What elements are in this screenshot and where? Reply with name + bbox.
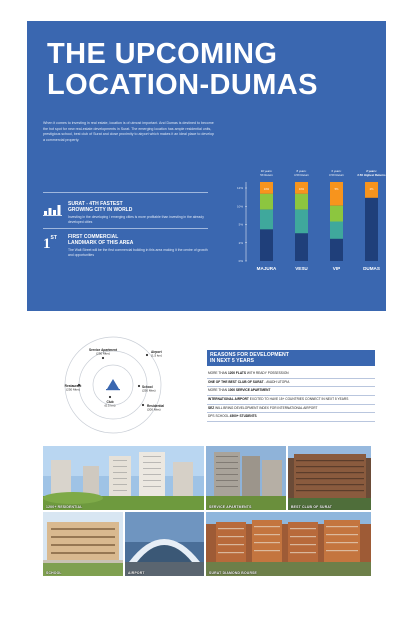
- bar-segment: [330, 239, 343, 261]
- divider: [43, 192, 208, 193]
- bar-segment: [330, 206, 343, 222]
- reason-item: MORE THAN 1200 FLATS WITH READY POSSESSION: [207, 370, 375, 379]
- divider: [43, 228, 208, 229]
- proximity-distance: (250 Mtrs): [142, 388, 156, 393]
- feature-fastest-growing: [43, 192, 208, 228]
- proximity-label: Club: [106, 400, 114, 404]
- proximity-dot: [102, 357, 104, 359]
- photo-caption: SERVICE APARTMENTS: [209, 505, 252, 509]
- proximity-diagram: [58, 334, 182, 436]
- y-tick-label: 10%: [236, 204, 243, 209]
- bar-segment: [260, 194, 273, 210]
- proximity-label: Restaurant: [64, 384, 82, 388]
- bar-segment: [330, 222, 343, 239]
- bar-segment: [260, 229, 273, 261]
- proximity-distance: (250 Mtrs): [96, 351, 110, 356]
- reason-item: SEZ WILL BRING DEVELOPMENT INDEX FOR INTERNATIONAL AIRPORT: [207, 405, 375, 414]
- segment-label: 2%: [369, 188, 374, 191]
- photo-service-apartments: [206, 446, 286, 510]
- bar-top-label: 5X Return: [260, 173, 273, 177]
- segment-label: 10%: [263, 188, 270, 191]
- proximity-label: Residential: [147, 404, 165, 408]
- photo-caption: SCHOOL: [46, 571, 62, 575]
- bar-segment: [260, 210, 273, 230]
- proximity-distance: (200 Mtrs): [147, 407, 161, 412]
- segment-label: 5%: [334, 188, 339, 191]
- reasons-heading: REASONS FOR DEVELOPMENT IN NEXT 5 YEARS: [207, 350, 375, 366]
- reason-item: INTERNATIONAL AIRPORT EXCITED TO HAVE 15+ COUNTRIES CONNECT IN NEXT 5 YEARS: [207, 396, 375, 405]
- photo-caption: SURAT DIAMOND BOURSE: [209, 571, 258, 575]
- photo-caption: AIRPORT: [128, 571, 145, 575]
- proximity-dot: [142, 404, 144, 406]
- title-line-1: THE UPCOMING: [47, 38, 278, 70]
- bar-segment: [295, 233, 308, 261]
- category-label: VIP: [332, 266, 341, 271]
- photo-gallery: [43, 446, 371, 576]
- proximity-distance: (1.5 km): [151, 353, 163, 358]
- proximity-distance: (0.5 km): [104, 403, 116, 408]
- bar-top-label: 3.5X Return: [329, 173, 344, 177]
- photo-school: [43, 512, 123, 576]
- returns-bar-chart: [222, 166, 386, 282]
- location-marker-base: [106, 389, 120, 390]
- first-rank-icon: 1ST: [43, 235, 57, 252]
- y-tick-label: 12%: [236, 186, 243, 190]
- category-label: MAJURA: [256, 266, 277, 271]
- proximity-dot: [146, 354, 148, 356]
- location-marker-icon: [107, 379, 119, 389]
- bar-top-label: 10 years:: [260, 169, 273, 173]
- proximity-dot: [138, 385, 140, 387]
- bar-segment: [295, 194, 308, 210]
- bar-top-label: 2 years:: [366, 169, 377, 173]
- photo-caption: BEST CLUB OF SURAT: [291, 505, 333, 509]
- feature-first-commercial: [43, 228, 208, 264]
- y-tick-label: 5%: [238, 222, 243, 227]
- bar-top-label: 6 years:: [331, 169, 342, 173]
- y-tick-label: 0%: [238, 259, 243, 263]
- reasons-panel: [207, 350, 375, 422]
- feature-title: FIRST COMMERCIAL LANDMARK OF THIS AREA: [68, 234, 134, 247]
- growth-bars-icon: [43, 203, 63, 221]
- y-tick-label: 2%: [238, 240, 243, 245]
- proximity-label: School: [142, 385, 153, 389]
- photo-caption: 1200+ RESIDENTIAL: [46, 505, 83, 509]
- title-line-2: LOCATION-DUMAS: [47, 69, 318, 101]
- proximity-distance: (250 Mtrs): [66, 387, 80, 392]
- intro-paragraph: When it comes to investing in real estate, location is of utmost important. And Dumas is destined to become the hot spot for new real-estate developments in Surat. The emerging location has ample residential units, prestigious school, best club of Surat and close proximity to airport which makes it an ideal place to develop a commercial property.: [43, 121, 214, 142]
- category-label: VESU: [295, 266, 308, 271]
- bar-segment: [295, 210, 308, 234]
- proximity-dot: [109, 396, 111, 398]
- reason-item: MORE THAN 1000 SERVICE APARTMENT: [207, 387, 375, 396]
- bar-top-label: 8 years:: [296, 169, 307, 173]
- proximity-label: Service Apartment: [88, 348, 118, 352]
- photo-residential: [43, 446, 204, 510]
- feature-text: The Walt Street will be the first commercial building in this area making it the centre of growth and opportunities: [68, 248, 208, 257]
- bar-top-label: 2.5X Highest Returns: [357, 173, 386, 177]
- feature-title: SURAT - 4TH FASTEST GROWING CITY IN WORLD: [68, 201, 133, 214]
- bar-segment: [330, 182, 343, 206]
- photo-airport: [125, 512, 204, 576]
- feature-text: Investing in the developing / emerging cities is more profitable than investing in the already developed cities: [68, 215, 204, 224]
- photo-diamond-bourse: [206, 512, 371, 576]
- reason-item: DPS SCHOOL 4500+ STUDENTS: [207, 413, 375, 422]
- bar-top-label: 4.5X Return: [294, 173, 309, 177]
- reason-item: ONE OF THE BEST CLUB OF SURAT - AVADH UTOPIA: [207, 379, 375, 388]
- segment-label: 10%: [298, 188, 305, 191]
- photo-best-club: [288, 446, 371, 510]
- reasons-list: [207, 370, 375, 422]
- proximity-label: Airport: [151, 350, 162, 354]
- page-title: [47, 39, 318, 101]
- category-label: DUMAS: [363, 266, 380, 271]
